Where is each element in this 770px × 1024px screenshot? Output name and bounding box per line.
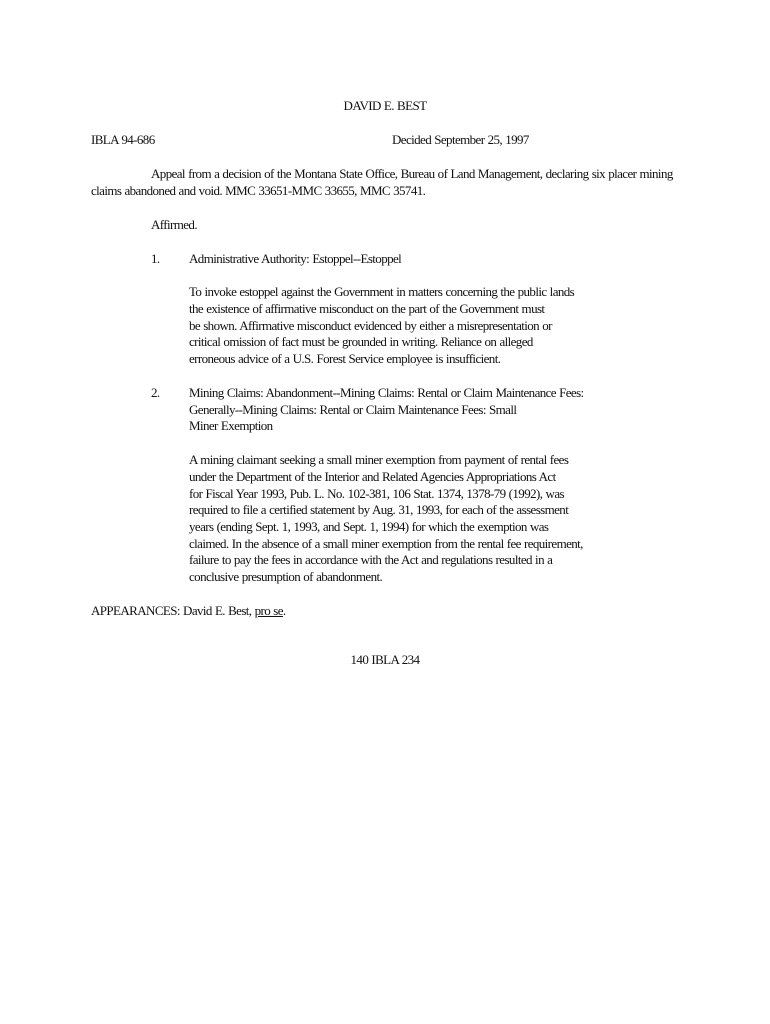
headnote-2-body-line: claimed. In the absence of a small miner exemption from the rental fee requirement, <box>189 536 583 551</box>
docket-number: IBLA 94-686 <box>91 132 155 147</box>
headnote-1-body-line: the existence of affirmative misconduct on the part of the Government must <box>189 301 545 316</box>
headnote-2-body-line: years (ending Sept. 1, 1993, and Sept. 1, 1994) for which the exemption was <box>189 519 549 534</box>
intro-line-1: Appeal from a decision of the Montana State Office, Bureau of Land Management, declaring six placer mining <box>151 166 673 181</box>
headnote-topic: Administrative Authority: Estoppel--Estoppel <box>189 251 402 266</box>
headnote-2-body-line: required to file a certified statement by Aug. 31, 1993, for each of the assessment <box>189 502 569 517</box>
headnote-2-body-line: failure to pay the fees in accordance with the Act and regulations resulted in a <box>189 552 553 567</box>
headnote-topic-line: Generally--Mining Claims: Rental or Claim Maintenance Fees: Small <box>189 402 517 417</box>
page-citation: 140 IBLA 234 <box>350 652 420 667</box>
headnote-1-body-line: critical omission of fact must be grounded in writing. Reliance on alleged <box>189 334 533 349</box>
headnote-1-body-line: To invoke estoppel against the Government in matters concerning the public lands <box>189 284 575 299</box>
intro-line-2: claims abandoned and void. MMC 33651-MMC 33655, MMC 35741. <box>91 183 426 198</box>
headnote-1-body-line: erroneous advice of a U.S. Forest Service employee is insufficient. <box>189 351 501 366</box>
headnote-2-body-line: conclusive presumption of abandonment. <box>189 569 383 584</box>
case-title: DAVID E. BEST <box>343 98 427 113</box>
headnote-number: 1. <box>151 251 160 266</box>
decision-date: Decided September 25, 1997 <box>392 132 529 147</box>
appearances-prefix: APPEARANCES: David E. Best, <box>91 603 255 618</box>
appearances <box>91 602 286 619</box>
appearances-suffix: . <box>282 603 286 618</box>
headnote-topic-line: Mining Claims: Abandonment--Mining Claims: Rental or Claim Maintenance Fees: <box>189 385 584 400</box>
headnote-2-body-line: for Fiscal Year 1993, Pub. L. No. 102-381, 106 Stat. 1374, 1378-79 (1992), was <box>189 486 564 501</box>
headnote-2-body-line: A mining claimant seeking a small miner exemption from payment of rental fees <box>189 452 569 467</box>
headnote-topic-line: Miner Exemption <box>189 418 273 433</box>
disposition: Affirmed. <box>151 217 197 232</box>
headnote-1-body-line: be shown. Affirmative misconduct evidenced by either a misrepresentation or <box>189 318 552 333</box>
headnote-number: 2. <box>151 385 160 400</box>
pro-se-term: pro se <box>254 603 283 618</box>
headnote-2-body-line: under the Department of the Interior and Related Agencies Appropriations Act <box>189 469 556 484</box>
